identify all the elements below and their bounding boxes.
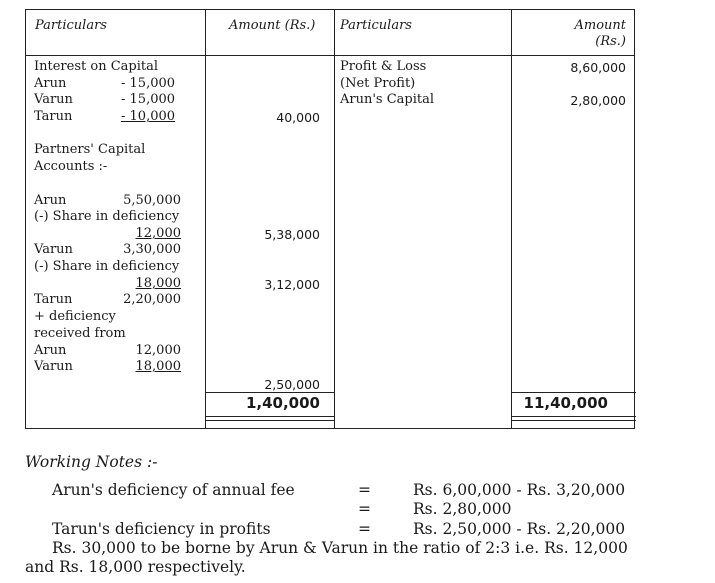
arun-less-deficiency-label: (-) Share in deficiency bbox=[34, 209, 180, 224]
working-note-line3-label: Tarun's deficiency in profits bbox=[52, 520, 271, 538]
capital-tarun-name: Tarun bbox=[34, 292, 73, 307]
arun-capital-credit-value: 2,80,000 bbox=[570, 93, 626, 108]
received-from-arun-value: 12,000 bbox=[135, 343, 181, 358]
interest-arun-name: Arun bbox=[34, 76, 67, 91]
credit-grand-total: 11,40,000 bbox=[523, 394, 608, 412]
profit-loss-label: Profit & Loss bbox=[340, 59, 427, 74]
interest-total: 40,000 bbox=[276, 110, 320, 125]
arun-capital-total: 5,38,000 bbox=[264, 227, 320, 242]
debit-grand-total: 1,40,000 bbox=[245, 394, 320, 412]
interest-varun-value: - 15,000 bbox=[121, 92, 176, 107]
working-note-line1-equals: = bbox=[358, 481, 371, 499]
received-from-varun-name: Varun bbox=[34, 359, 73, 374]
capital-arun-name: Arun bbox=[34, 193, 67, 208]
total-rule bbox=[511, 392, 636, 393]
column-divider bbox=[205, 10, 206, 428]
tarun-plus-deficiency-label: + deficiency bbox=[34, 309, 116, 324]
varun-less-deficiency-label: (-) Share in deficiency bbox=[34, 259, 180, 274]
tarun-received-from-label: received from bbox=[34, 326, 126, 341]
profit-loss-appropriation-ledger bbox=[25, 9, 635, 429]
column-divider bbox=[334, 10, 335, 428]
working-note-line2-value: Rs. 2,80,000 bbox=[413, 500, 512, 518]
credit-amount-header: Amount bbox=[574, 18, 626, 33]
tarun-capital-total: 2,50,000 bbox=[264, 377, 320, 392]
working-note-line3-equals: = bbox=[358, 520, 371, 538]
working-note-line2-equals: = bbox=[358, 500, 371, 518]
working-notes-title: Working Notes :- bbox=[25, 453, 158, 471]
column-divider bbox=[511, 10, 512, 428]
interest-tarun-value: - 10,000 bbox=[121, 109, 176, 124]
varun-deficiency-value: 18,000 bbox=[135, 276, 181, 291]
header-divider bbox=[26, 55, 634, 56]
interest-on-capital-label: Interest on Capital bbox=[34, 59, 159, 74]
arun-capital-credit-label: Arun's Capital bbox=[340, 92, 435, 107]
interest-tarun-name: Tarun bbox=[34, 109, 73, 124]
working-note-line4: Rs. 30,000 to be borne by Arun & Varun in the ratio of 2:3 i.e. Rs. 12,000 bbox=[52, 539, 628, 557]
total-double-rule bbox=[205, 416, 334, 417]
received-from-varun-value: 18,000 bbox=[135, 359, 181, 374]
partners-capital-label-cont: Accounts :- bbox=[34, 159, 108, 174]
net-profit-label: (Net Profit) bbox=[340, 76, 416, 91]
capital-tarun-value: 2,20,000 bbox=[123, 292, 181, 307]
working-note-line3-value: Rs. 2,50,000 - Rs. 2,20,000 bbox=[413, 520, 626, 538]
working-note-line1-label: Arun's deficiency of annual fee bbox=[52, 481, 295, 499]
total-double-rule bbox=[511, 420, 636, 421]
credit-particulars-header: Particulars bbox=[340, 18, 412, 33]
total-double-rule bbox=[205, 420, 334, 421]
working-note-line5: and Rs. 18,000 respectively. bbox=[25, 558, 246, 576]
received-from-arun-name: Arun bbox=[34, 343, 67, 358]
capital-varun-name: Varun bbox=[34, 242, 73, 257]
debit-amount-header: Amount (Rs.) bbox=[229, 18, 316, 33]
partners-capital-label: Partners' Capital bbox=[34, 142, 146, 157]
credit-amount-header-unit: (Rs.) bbox=[595, 34, 626, 49]
total-double-rule bbox=[511, 416, 636, 417]
capital-varun-value: 3,30,000 bbox=[123, 242, 181, 257]
arun-deficiency-value: 12,000 bbox=[135, 226, 181, 241]
interest-arun-value: - 15,000 bbox=[121, 76, 176, 91]
debit-particulars-header: Particulars bbox=[35, 18, 107, 33]
working-note-line1-value: Rs. 6,00,000 - Rs. 3,20,000 bbox=[413, 481, 626, 499]
varun-capital-total: 3,12,000 bbox=[264, 277, 320, 292]
profit-loss-value: 8,60,000 bbox=[570, 60, 626, 75]
capital-arun-value: 5,50,000 bbox=[123, 193, 181, 208]
interest-varun-name: Varun bbox=[34, 92, 73, 107]
